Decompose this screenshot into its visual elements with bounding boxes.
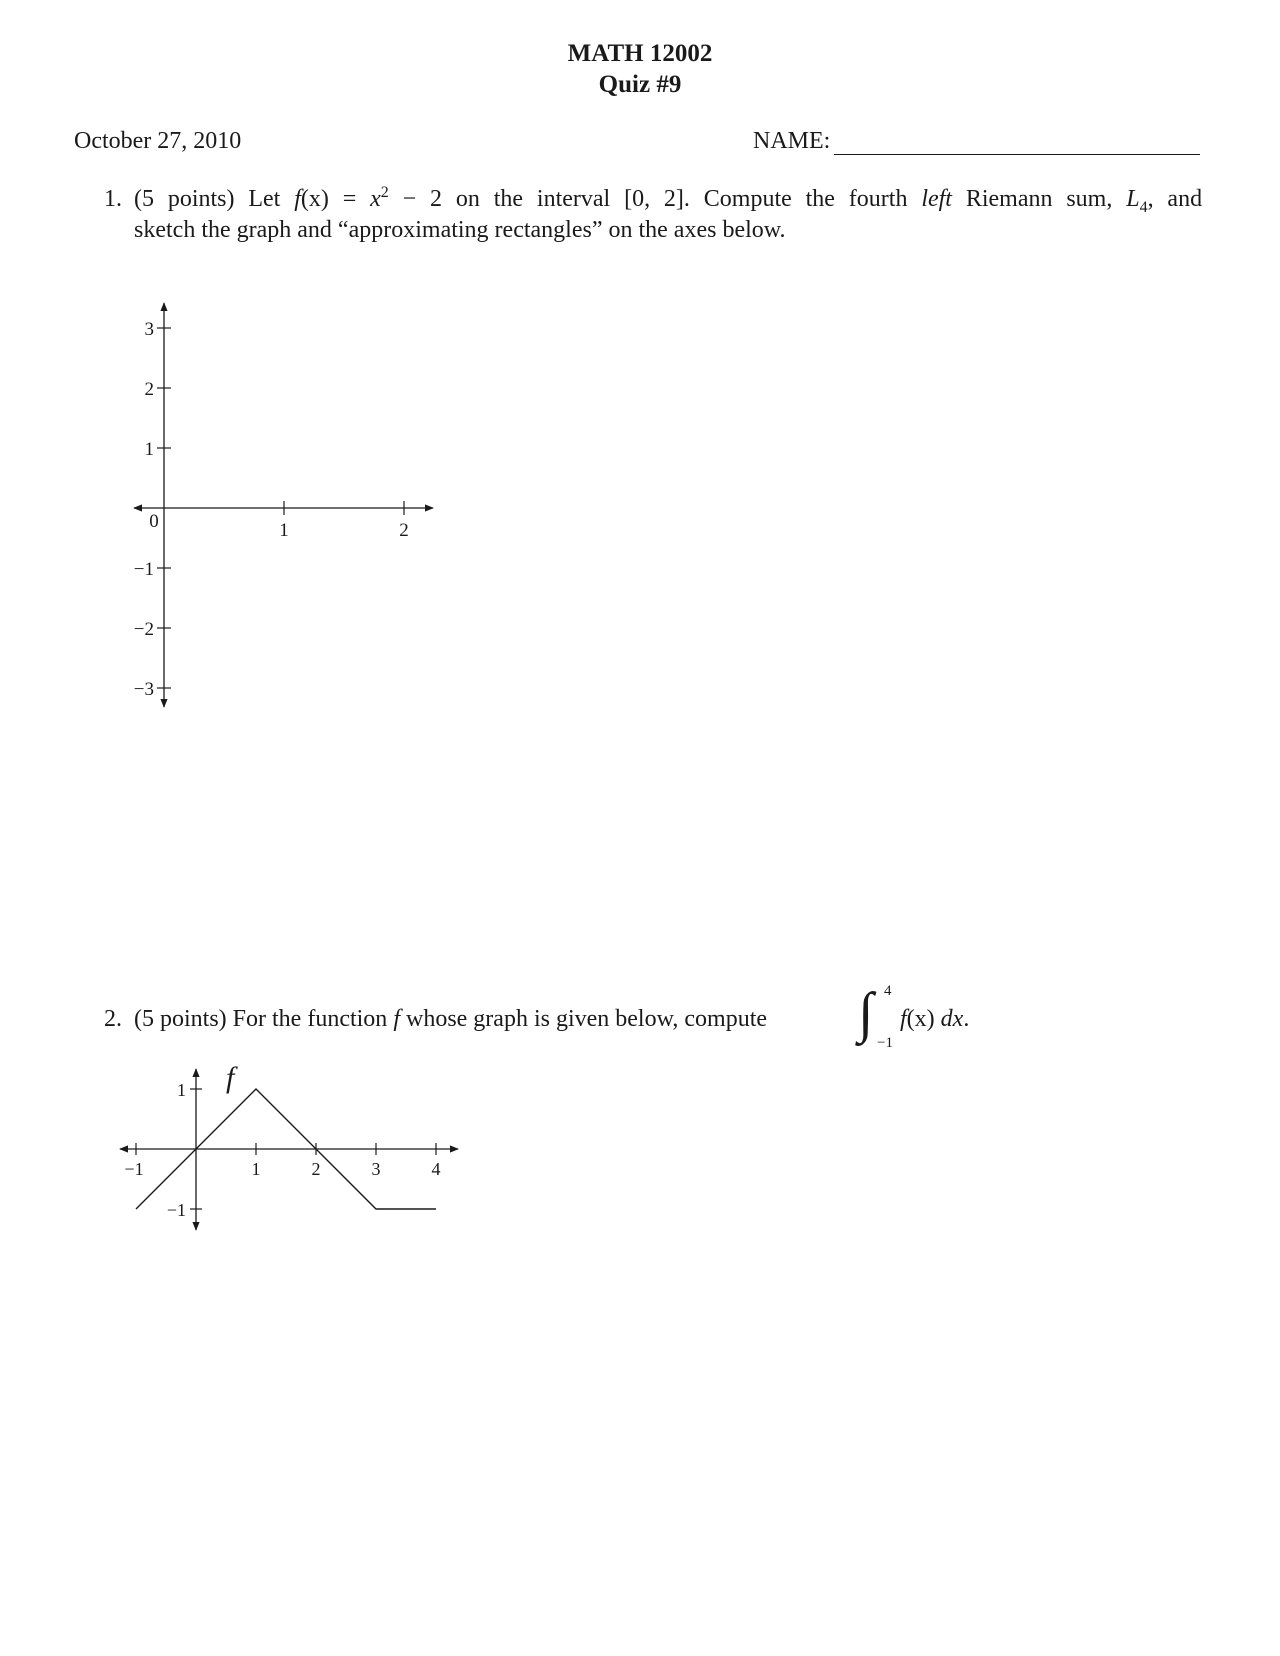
quiz-title — [0, 38, 1280, 100]
q2-x-tick-label-1: 1 — [251, 1159, 261, 1179]
name-blank-line — [834, 154, 1200, 155]
q2-compute: whose graph is given below, compute — [405, 1006, 768, 1032]
question-2-text — [134, 1004, 767, 1035]
question-1-line-1 — [134, 184, 1202, 215]
question-1-number: 1. — [104, 186, 122, 212]
q1-origin-label: 0 — [149, 511, 159, 532]
q2-function-graph — [110, 1055, 470, 1240]
q1-left-word: left — [921, 186, 952, 212]
question-2-number: 2. — [104, 1006, 122, 1032]
q1-y-tick-label-1: 2 — [144, 379, 154, 400]
course-title: MATH 12002 — [567, 40, 713, 67]
q1-L-sub: 4 — [1139, 198, 1148, 216]
question-1-line-2: sketch the graph and “approximating rectangles” on the axes below. — [134, 217, 786, 243]
q2-f: f — [393, 1006, 400, 1032]
q1-y-tick-label-3: −1 — [133, 559, 154, 580]
q2-curve-label: f — [226, 1061, 235, 1094]
q2-y-tick-label-0: 1 — [177, 1080, 186, 1100]
q1-intro: (5 points) Let — [134, 186, 281, 212]
q1-interval-text: − 2 on the interval [0, 2]. Compute the fourth — [402, 186, 908, 212]
q1-func-arg: (x) — [300, 186, 329, 212]
name-label: NAME: — [753, 128, 831, 154]
q1-x-tick-label-0: 1 — [279, 520, 289, 541]
q1-x-tick-label-1: 2 — [399, 520, 409, 541]
quiz-date: October 27, 2010 — [74, 128, 242, 154]
integral-sign: ∫ — [858, 982, 874, 1044]
q2-y-tick-label-1: −1 — [166, 1200, 186, 1220]
q1-exponent: 2 — [380, 184, 389, 201]
integral-lower-limit: −1 — [877, 1035, 893, 1051]
q2-x-tick-label-3: 3 — [371, 1159, 381, 1179]
q2-intro: (5 points) For the function — [134, 1006, 388, 1032]
integrand-f: f — [900, 1006, 907, 1032]
q2-x-tick-label-2: 2 — [311, 1159, 321, 1179]
q1-y-tick-label-2: 1 — [144, 439, 154, 460]
q1-and: , and — [1147, 186, 1203, 212]
q1-x: x — [370, 186, 381, 212]
q1-axes-graph — [120, 295, 450, 725]
integrand-dx: dx — [940, 1006, 964, 1032]
q1-func-f: f — [294, 186, 301, 212]
q1-y-tick-label-4: −2 — [133, 619, 154, 640]
quiz-number: Quiz #9 — [598, 71, 682, 98]
q2-x-tick-label-0: −1 — [124, 1159, 144, 1179]
integrand-period: . — [963, 1006, 970, 1032]
q1-L: L — [1126, 186, 1140, 212]
q1-equals: = — [342, 186, 357, 212]
q1-y-tick-label-0: 3 — [144, 319, 154, 340]
q1-y-tick-label-5: −3 — [133, 679, 154, 700]
integrand-arg: (x) — [906, 1006, 935, 1032]
q1-riemann: Riemann sum, — [965, 186, 1113, 212]
integral-upper-limit: 4 — [884, 983, 892, 999]
q2-x-tick-label-4: 4 — [431, 1159, 441, 1179]
integrand — [900, 1004, 969, 1035]
